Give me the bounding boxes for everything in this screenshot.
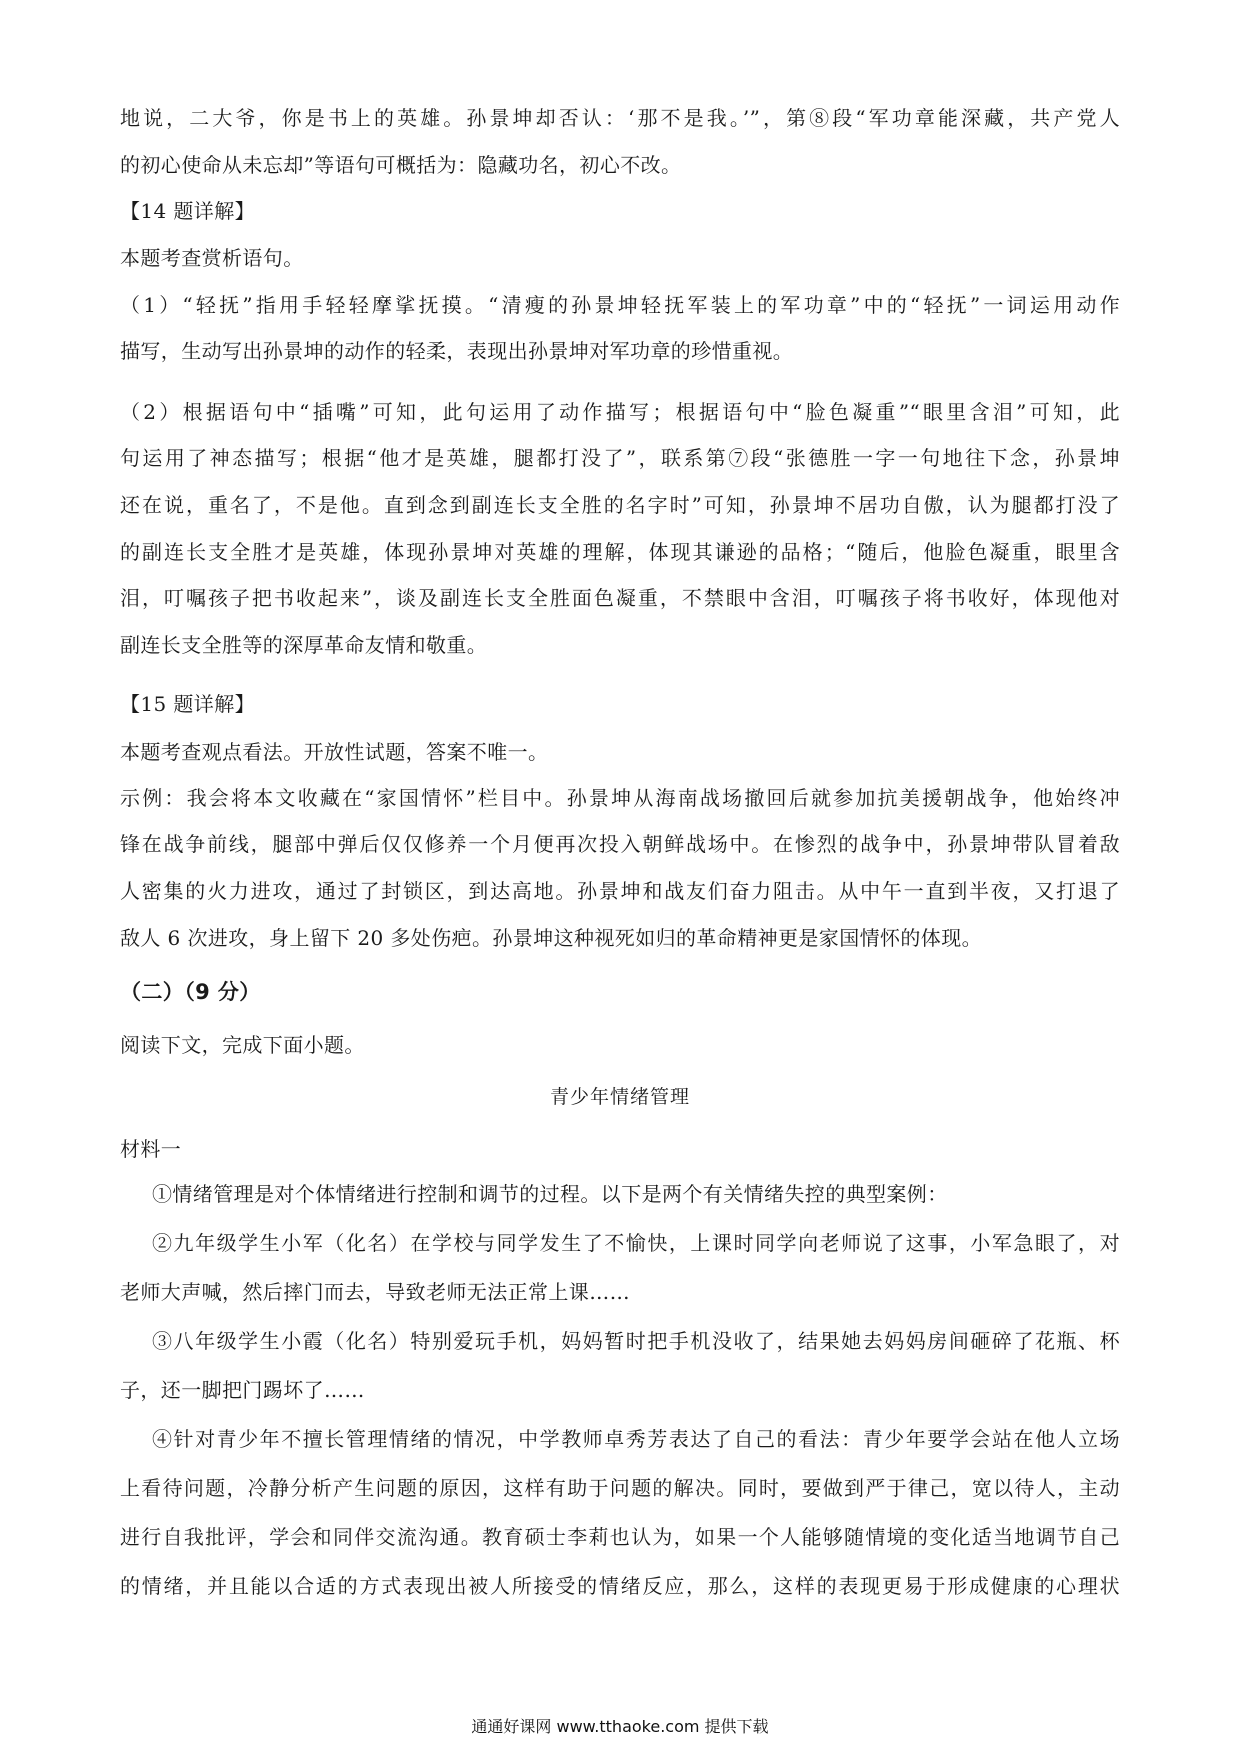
paragraph-line: （1）“轻抚”指用手轻轻摩挲抚摸。“清瘦的孙景坤轻抚军装上的军功章”中的“轻抚”一词运用动作 [120, 293, 1120, 317]
paragraph-line: 子，还一脚把门踢坏了…… [120, 1378, 365, 1402]
paragraph-line: 地说，二大爷，你是书上的英雄。孙景坤却否认：‘那不是我。’”，第⑧段“军功章能深藏，共产党人 [120, 106, 1120, 130]
paragraph-line: 老师大声喊，然后摔门而去，导致老师无法正常上课…… [120, 1280, 630, 1304]
article-title: 青少年情绪管理 [549, 1086, 690, 1108]
material-label: 材料一 [120, 1137, 182, 1161]
paragraph-line: 泪，叮嘱孩子把书收起来”，谈及副连长支全胜面色凝重，不禁眼中含泪，叮嘱孩子将书收好，体现他对 [120, 586, 1120, 610]
paragraph-line: 进行自我批评，学会和同伴交流沟通。教育硕士李莉也认为，如果一个人能够随情境的变化适当地调节自己 [120, 1525, 1120, 1549]
paragraph-line: 示例：我会将本文收藏在“家国情怀”栏目中。孙景坤从海南战场撤回后就参加抗美援朝战争，他始终冲 [120, 786, 1120, 810]
paragraph-line: 上看待问题，冷静分析产生问题的原因，这样有助于问题的解决。同时，要做到严于律己，宽以待人，主动 [120, 1476, 1120, 1500]
part-heading: （二）（9 分） [120, 980, 261, 1004]
paragraph-line: ②九年级学生小军（化名）在学校与同学发生了不愉快，上课时同学向老师说了这事，小军急眼了，对 [152, 1231, 1120, 1255]
section-heading: 【14 题详解】 [120, 199, 256, 223]
paragraph-line: （2）根据语句中“插嘴”可知，此句运用了动作描写；根据语句中“脸色凝重”“眼里含泪”可知，此 [120, 400, 1120, 424]
paragraph-line: 锋在战争前线，腿部中弹后仅仅修养一个月便再次投入朝鲜战场中。在惨烈的战争中，孙景坤带队冒着敌 [120, 832, 1120, 856]
paragraph-line: 的情绪，并且能以合适的方式表现出被人所接受的情绪反应，那么，这样的表现更易于形成健康的心理状 [120, 1574, 1120, 1598]
paragraph-line: 描写，生动写出孙景坤的动作的轻柔，表现出孙景坤对军功章的珍惜重视。 [120, 339, 794, 363]
paragraph-line: ①情绪管理是对个体情绪进行控制和调节的过程。以下是两个有关情绪失控的典型案例： [152, 1182, 948, 1206]
paragraph-line: 的初心使命从未忘却”等语句可概括为：隐藏功名，初心不改。 [120, 153, 682, 177]
paragraph-line: 还在说，重名了，不是他。直到念到副连长支全胜的名字时”可知，孙景坤不居功自傲，认为腿都打没了 [120, 493, 1120, 517]
paragraph-line: 人密集的火力进攻，通过了封锁区，到达高地。孙景坤和战友们奋力阻击。从中午一直到半夜，又打退了 [120, 879, 1120, 903]
paragraph-line: 敌人 6 次进攻，身上留下 20 多处伤疤。孙景坤这种视死如归的革命精神更是家国情怀的体现。 [120, 926, 983, 950]
page-footer: 通通好课网 www.tthaoke.com 提供下载 [471, 1717, 769, 1736]
paragraph-line: ④针对青少年不擅长管理情绪的情况，中学教师卓秀芳表达了自己的看法：青少年要学会站在他人立场 [152, 1427, 1120, 1451]
section-heading: 【15 题详解】 [120, 692, 256, 716]
paragraph-line: 本题考查赏析语句。 [120, 246, 304, 270]
instruction-line: 阅读下文，完成下面小题。 [120, 1033, 365, 1057]
paragraph-line: ③八年级学生小霞（化名）特别爱玩手机，妈妈暂时把手机没收了，结果她去妈妈房间砸碎了花瓶、杯 [152, 1329, 1120, 1353]
paragraph-line: 句运用了神态描写；根据“他才是英雄，腿都打没了”，联系第⑦段“张德胜一字一句地往下念，孙景坤 [120, 446, 1120, 470]
paragraph-line: 副连长支全胜等的深厚革命友情和敬重。 [120, 633, 488, 657]
paragraph-line: 的副连长支全胜才是英雄，体现孙景坤对英雄的理解，体现其谦逊的品格；“随后，他脸色凝重，眼里含 [120, 540, 1120, 564]
paragraph-line: 本题考查观点看法。开放性试题，答案不唯一。 [120, 740, 549, 764]
